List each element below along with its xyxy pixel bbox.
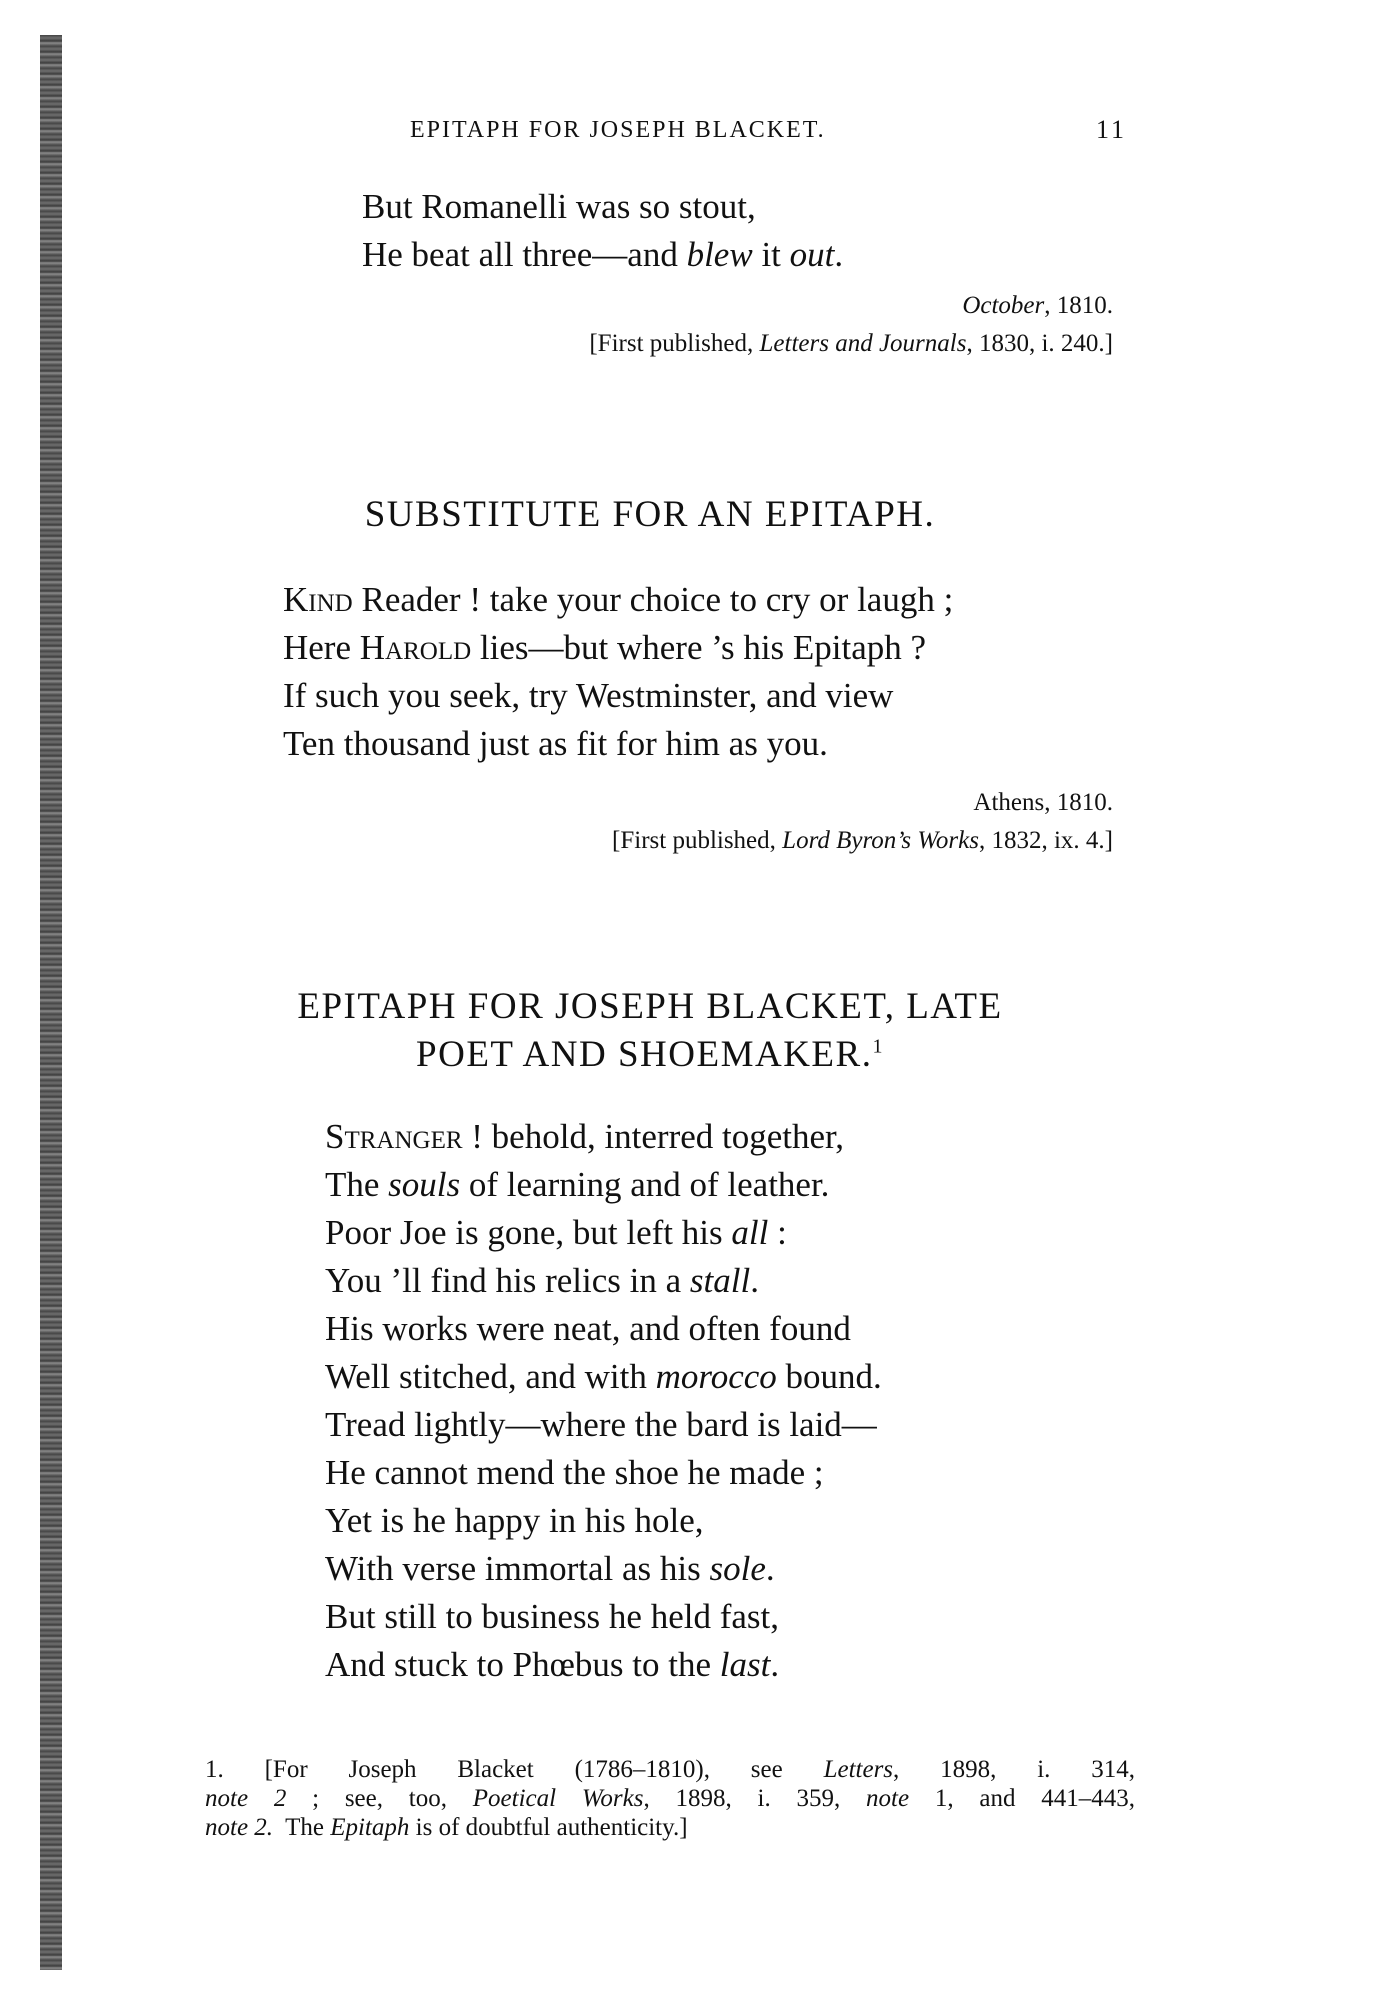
verse-line: His works were neat, and often found [325,1309,851,1348]
verse-line: He cannot mend the shoe he made ; [325,1453,824,1492]
page-number: 11 [1096,115,1128,144]
poem3-title-line2: POET AND SHOEMAKER.$^1$ [416,1034,884,1075]
poem3-stanza [325,1113,882,1689]
footnote-ref: 1 [872,1035,884,1058]
verse-line: Ten thousand just as fit for him as you. [283,724,828,763]
verse-line: Here Harold lies—but where ’s his Epitaph ? [283,628,927,667]
poem2-title: SUBSTITUTE FOR AN EPITAPH. [364,494,936,535]
book-spine-shadow [40,35,62,1970]
verse-line: You ’ll find his relics in a stall. [325,1261,759,1300]
verse-line: Well stitched, and with morocco bound. [325,1357,882,1396]
verse-line: But Romanelli was so stout, [362,187,756,226]
poem1-date: October, 1810. [962,292,1113,319]
verse-line: Stranger ! behold, interred together, [325,1117,845,1156]
footnote-line: note 2. The Epitaph is of doubtful authenticity.] [205,1814,688,1841]
verse-line: But still to business he held fast, [325,1597,780,1636]
verse-line: He beat all three—and blew it out. [362,235,844,274]
poem1-stanza [362,183,843,279]
footnote-line: 1. [For Joseph Blacket (1786–1810), see Letters, 1898, i. 314, [205,1756,1135,1783]
verse-line: Kind Reader ! take your choice to cry or laugh ; [283,580,954,619]
running-title: EPITAPH FOR JOSEPH BLACKET. [410,117,826,143]
verse-line: If such you seek, try Westminster, and view [283,676,894,715]
footnote [205,1755,1135,1842]
poem2-publication: [First published, Lord Byron’s Works, 1832, ix. 4.] [612,827,1113,854]
verse-line: The souls of learning and of leather. [325,1165,830,1204]
poem3-title-line1: EPITAPH FOR JOSEPH BLACKET, LATE [297,986,1003,1027]
verse-line: With verse immortal as his sole. [325,1549,775,1588]
poem2-date: Athens, 1810. [973,789,1113,816]
poem1-publication: [First published, Letters and Journals, 1830, i. 240.] [589,330,1113,357]
verse-line: And stuck to Phœbus to the last. [325,1645,780,1684]
footnote-line: note 2 ; see, too, Poetical Works, 1898, i. 359, note 1, and 441–443, [205,1785,1135,1812]
verse-line: Yet is he happy in his hole, [325,1501,704,1540]
verse-line: Tread lightly—where the bard is laid— [325,1405,877,1444]
verse-line: Poor Joe is gone, but left his all : [325,1213,787,1252]
poem2-stanza [283,576,953,768]
